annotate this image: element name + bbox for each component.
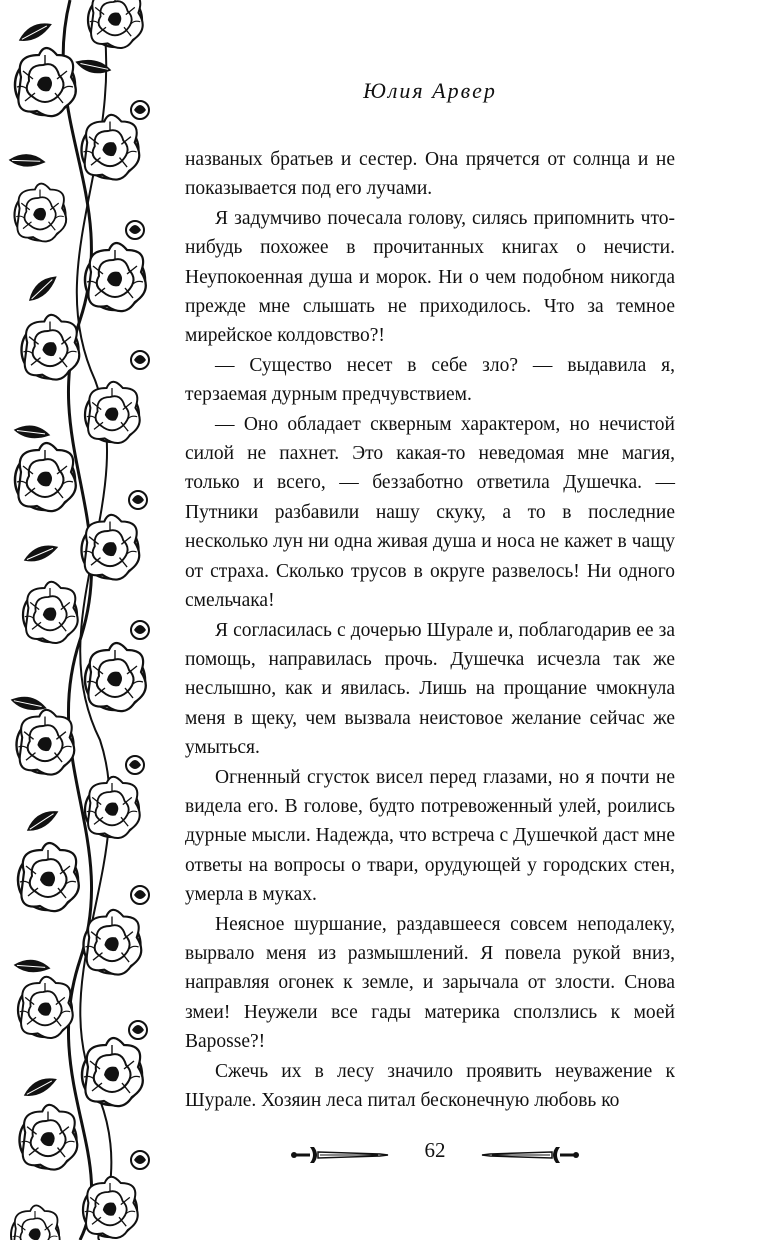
dialogue-line-2: — Оно обладает скверным характером, но нечистой силой не пахнет. Это какая-то неведомая мне магия, только и всего, — беззаботно ответила Душечка. — Путники разбавили нашу скуку, а то в последние несколько лун ни одна живая душа и носа не кажет в чащу от страха. Сколько трусов в округе развелось! Ни одного смельчака! [185,413,675,612]
paragraph-5: Я согласилась с дочерью Шурале и, поблагодарив ее за помощь, направилась прочь. Душечка исчезла так же неслышно, как и явилась. Лишь на прощание чмокнула меня в щеку, чем вызвала неистовое желание сейчас же умыться. [185,619,675,759]
page-number: 62 [424,1138,446,1162]
page-footer [290,1132,580,1172]
page-body [185,145,675,1115]
paragraph-8: Сжечь их в лесу значило проявить неуважение к Шурале. Хозяин леса питал бесконечную любовь ко [185,1060,675,1111]
paragraph-1: названых братьев и сестер. Она прячется от солнца и не показывается под его лучами. [185,149,675,200]
paragraph-2: Я задумчиво почесала голову, силясь припомнить что-нибудь похожее в прочитанных книгах о нечисти. Неупокоенная душа и морок. Ни о чем подобном никогда прежде мне слышать не приходилось. Что за темное мирейское колдовство?! [185,207,675,347]
paragraph-6: Огненный сгусток висел перед глазами, но я почти не видела его. В голове, будто потревоженный улей, роились дурные мысли. Надежда, что встреча с Душечкой даст мне ответы на вопросы о твари, орудующей у городских стен, умерла в муках. [185,766,675,906]
sword-right-icon [480,1144,580,1166]
paragraph-7: Неясное шуршание, раздавшееся совсем неподалеку, вырвало меня из размышлений. Я повела рукой вниз, направляя огонек к земле, и зарычала от злости. Снова змеи! Неужели все гады материка сползлись к моей Варosse?! [185,913,675,1053]
running-head-author: Юлия Арвер [363,78,497,103]
floral-border-ornament [0,0,165,1240]
dialogue-line-1: — Существо несет в себе зло? — выдавила я, терзаемая дурным предчувствием. [185,354,675,406]
